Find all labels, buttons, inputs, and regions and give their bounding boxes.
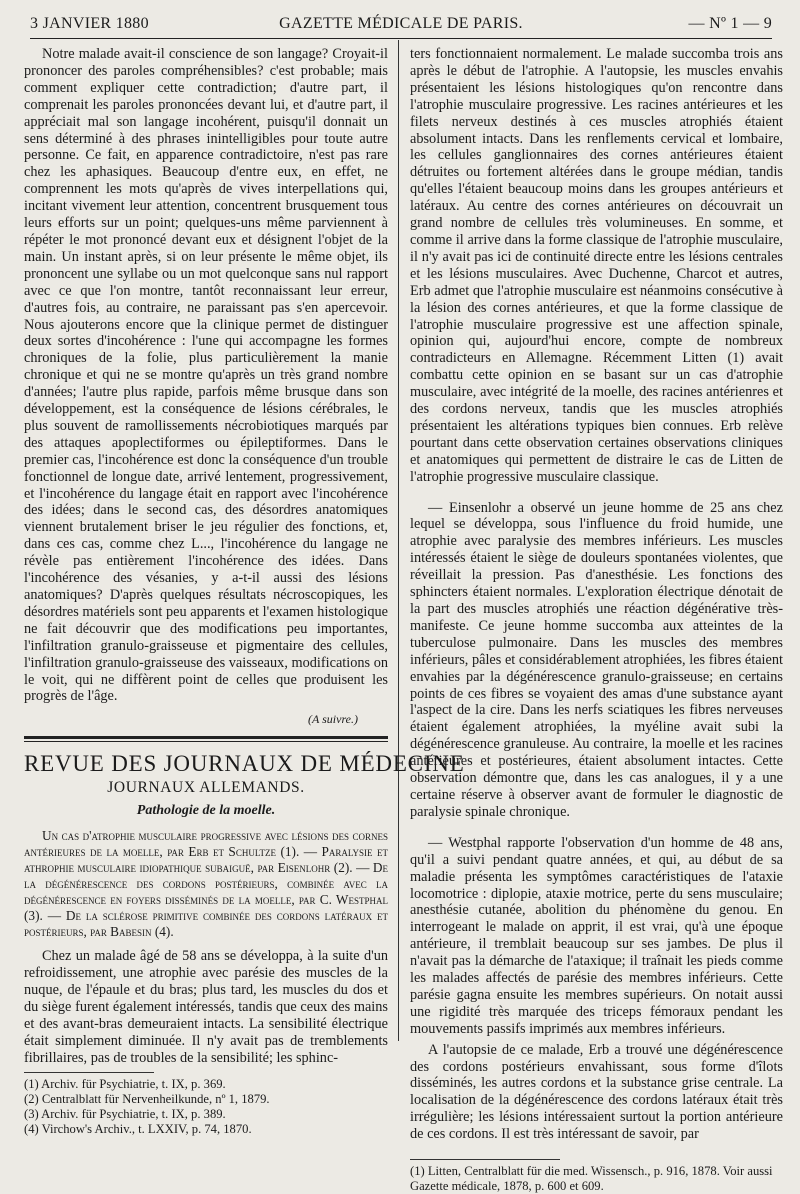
right-column	[410, 46, 783, 1194]
footnote-item: (3) Archiv. für Psychiatrie, t. IX, p. 389.	[24, 1107, 226, 1122]
right-footnotes	[410, 1159, 783, 1194]
footnote-separator	[410, 1159, 560, 1160]
left-column	[24, 46, 465, 1137]
footnote-separator	[24, 1072, 154, 1073]
footnote-item: (1) Litten, Centralblatt für die med. Wissensch., p. 916, 1878. Voir aussi Gazette médicale, 1878, p. 600 et 609.	[410, 1164, 773, 1194]
page-header	[30, 10, 772, 39]
section-rule-thin	[24, 741, 388, 742]
review-title: REVUE DES JOURNAUX DE MÉDECINE	[24, 751, 465, 777]
erb-paragraph: ters fonctionnaient normalement. Le malade succomba trois ans après le début de l'atrophie. A l'autopsie, les muscles envahis présentaient les lésions histologiques qu'on rencontre dans l'atrophie musculaire progressive. Les racines antérieures et les filets nerveux destinés à ces muscles atrophiés étaient absolument intacts. Dans les renflements cervical et lombaire, les cellules ganglionnaires des cornes antérieures étaient détruites ou fortement altérées dans le groupe médian, tandis qu'elles l'étaient beaucoup moins dans les groupes antérieurs et latéraux. Au centre des cornes antérieures on découvrait un grand nombre de cellules très volumineuses. En somme, et comme il arrive dans la forme classique de l'atrophie musculaire, il n'y avait pas ici de continuité directe entre les lésions centrales et les lésions musculaires. Avec Duchenne, Charcot et autres, Erb admet que l'atrophie musculaire est néanmoins consécutive à la lésion des cornes antérieures, et que la forme classique de l'atrophie musculaire progressive est une affection spinale, opinion qui, aujourd'hui encore, compte de nombreux contradicteurs en Allemagne. Récemment Litten (1) avait combattu cette opinion en se basant sur un cas d'atrophie musculaire, avec intégrité de la moelle, des racines antérienres et des cordons nerveux, tandis que les muscles atrophiés présentaient les altérations typiques bien connues. Erb relève pourtant dans cette observation certaines observations cliniques et anatomiques qui permettent de distraire le cas de Litten de l'atrophie progressive musculaire classique.	[410, 46, 783, 485]
intro-paragraph: Notre malade avait-il conscience de son langage? Croyait-il prononcer des paroles compréhensibles? c'est probable; mais comment expliquer cette contradiction; d'autre part, il comprenait les paroles prononcées devant lui, et d'autre part, il appréciait mal son langage incohérent, puisqu'il donnait un sens déterminé à des phrases inintelligibles pour toute autre personne. Ce fait, en apparence contradictoire, n'est pas rare chez les aphasiques. Beaucoup d'entre eux, en effet, ne comprennent les mots qu'après de vives interpellations qui, incitant vivement leur attention, concentrent brusquement tous leurs efforts sur un point; quelques-uns même parviennent à répéter le mot prononcé devant eux et désignent l'objet de la main. Un instant après, si on leur présente le même objet, ils prononcent une syllabe ou un mot quelconque sans nul rapport avec ce que l'on montre, tantôt reconnaissant leur erreur, d'autres fois, au contraire, ne paraissant pas s'en apercevoir. Nous ajouterons encore que la clinique permet de distinguer deux sortes d'incohérence : l'une qui accompagne les formes chroniques de la folie, plus particulièrement la manie chronique et qui ne se montre qu'après un très grand nombre d'années; l'autre plus rapide, parfois même brusque dans son développement, est la conséquence de lésions cérébrales, le plus souvent de ramollissements nécrobiotiques marqués par des attaques apoplectiformes ou épileptiformes. Dans le premier cas, l'incohérence est donc la conséquence d'un trouble fonctionnel de longue date, arrivé lentement, progressivement, et l'incohérence du langage était en rapport avec l'incohérence des idées; dans le second cas, des désordres anatomiques viennent brutalement briser le jeu régulier des fonctions, et, dans ces cas, comme chez L..., l'incohérence du langage ne révèle pas entièrement l'incohérence des idées. Dans l'incohérence des vésanies, y a-t-il aussi des lésions anatomiques? D'après quelques résultats nécroscopiques, les désordres matériels sont peu apparents et l'examen histologique ne fait découvrir que des modifications peu importantes, l'infiltration granulo-graisseuse et pigmentaire des cellules, l'infiltration granulo-graisseuse des vaisseaux, modifications on le voit, qui ne diffèrent point de celles que produisent les progrès de l'âge.	[24, 46, 388, 705]
to-be-continued: (A suivre.)	[308, 712, 358, 727]
left-footnotes	[24, 1077, 388, 1137]
footnote-item: (4) Virchow's Archiv., t. LXXIV, p. 74, 1870.	[24, 1122, 252, 1137]
autopsy-paragraph: A l'autopsie de ce malade, Erb a trouvé une dégénérescence des cordons postérieurs envahissant, sous forme d'îlots disséminés, les autres cordons et la substance grise centrale. La localisation de la dégénérescence des cordons latéraux était très irrégulière; les lésions intéressaient surtout la portion antérieure de ces cordons. Il est très intéressant de savoir, par	[410, 1041, 783, 1143]
left-body-paragraph: Chez un malade âgé de 58 ans se développa, à la suite d'un refroidissement, une atrophie avec parésie des muscles de la nuque, de l'épaule et du bras; plus tard, les muscles du dos et du siège furent également intéressés, tandis que ceux des mains et des avant-bras demeuraient intacts. La sensibilité électrique était simplement diminuée. Il n'y avait pas de tremblements fibrillaires, pas de troubles de la sensibilité; les sphinc-	[24, 948, 388, 1066]
section-heading: Pathologie de la moelle.	[136, 803, 276, 819]
section-rule-thick	[24, 736, 388, 739]
westphal-paragraph: — Westphal rapporte l'observation d'un homme de 48 ans, qu'il a suivi pendant quatre années, et qui, au début de sa maladie présenta les symptômes caractéristiques de l'ataxie locomotrice : diplopie, ataxie motrice, perte du sens musculaire; anesthésie cutanée, abolition du phénomène du genou. En interrogeant le malade on apprit, il est vrai, qu'à une époque antérieure, il tremblait beaucoup sur ses jambes. De plus il n'avait pas la démarche de l'ataxique; il traînait les pieds comme les malades affectés de parésie des membres inférieurs. Cette parésie gagna ensuite les membres supérieurs. On notait aussi une rigidité très marquée des triceps fémoraux pendant les mouvements passifs imprimés aux membres inférieurs.	[410, 834, 783, 1037]
header-title: GAZETTE MÉDICALE DE PARIS.	[279, 15, 523, 32]
column-divider	[398, 40, 399, 1041]
header-issue-page: — Nº 1 — 9	[688, 15, 772, 32]
review-subtitle: JOURNAUX ALLEMANDS.	[107, 779, 305, 797]
footnote-item: (1) Archiv. für Psychiatrie, t. IX, p. 369.	[24, 1077, 226, 1092]
header-date: 3 JANVIER 1880	[30, 15, 149, 32]
eisenlohr-paragraph: — Einsenlohr a observé un jeune homme de 25 ans chez lequel se développa, sous l'influence du froid humide, une atrophie avec paralysie des membres inférieurs. Les muscles intéressés étaient le siège de douleurs spontanées violentes, que réveillait la pression. Pas d'anesthésie. Les fonctions des sphincters étaient normales. L'exploration électrique dénotait de la part des muscles atrophiés une réaction dégénérative très-manifeste. Ce jeune homme succomba aux atteintes de la tuberculose pulmonaire. Dans les muscles des membres inférieurs, pâles et considérablement atrophiées, les fibres étaient envahies par la dégénérescence granulo-graisseuse; en certains points de ces fibres se voyaient des amas d'une substance ayant l'aspect de la cire. Dans les nerfs sciatiques les fibres nerveuses étaient également atrophiées, la myéline avait subi la dégénérescence granuleuse. Au contraire, la moelle et les racines antérieures et postérieures, étaient absolument intactes. Cette observation démontre que, dans les cas analogues, il y a une certaine réserve à observer avant de formuler le diagnostic de paralysie spinale chronique.	[410, 499, 783, 820]
footnote-item: (2) Centralblatt für Nervenheilkunde, nº 1, 1879.	[24, 1092, 270, 1107]
article-titles: Un cas d'atrophie musculaire progressive avec lésions des cornes antérieures de la moelle, par Erb et Schultze (1). — Paralysie et athrophie musculaire idiopathique subaiguë, par Eisenlohr (2). — De la dégénérescence des cordons postérieurs, combinée avec la dégénérescence en foyers disséminés de la moelle, par C. Westphal (3). — De la sclérose primitive combinée des cordons latéraux et postérieurs, par Babesin (4).	[24, 828, 388, 940]
